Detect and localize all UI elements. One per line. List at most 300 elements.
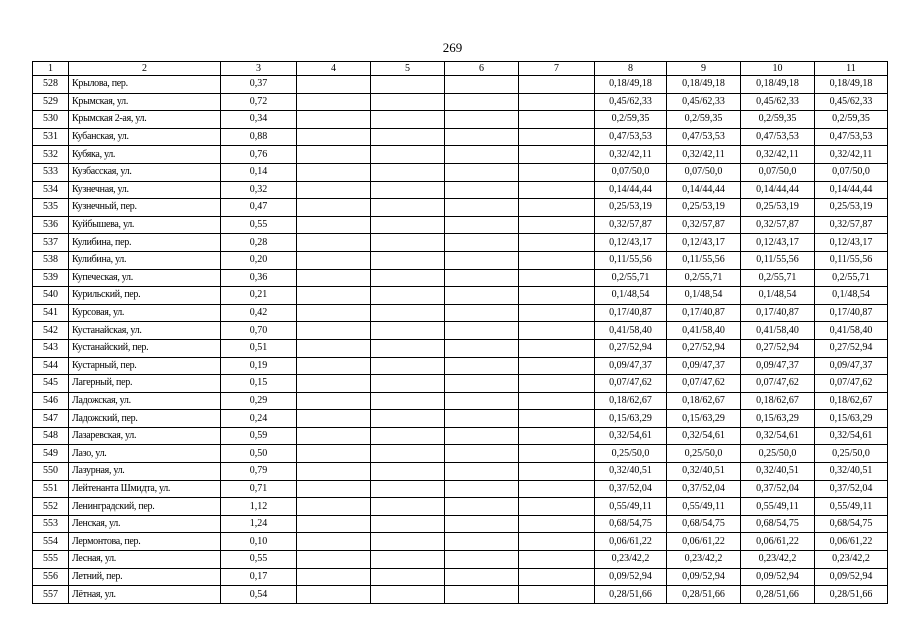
value-cell: 0,09/47,37 [815,357,888,375]
table-row [33,163,888,181]
value-cell: 0,06/61,22 [815,533,888,551]
row-number-cell: 534 [33,181,69,199]
street-name-cell: Лазаревская, ул. [69,427,221,445]
value-cell: 0,18/49,18 [667,76,741,94]
table-row [33,111,888,129]
value-cell [445,586,519,604]
value-cell: 0,07/50,0 [815,163,888,181]
value-cell [371,533,445,551]
value-cell: 0,45/62,33 [741,93,815,111]
value-cell [445,551,519,569]
value-cell [445,269,519,287]
value-cell [519,111,595,129]
table-row [33,251,888,269]
value-cell [371,251,445,269]
table-row [33,146,888,164]
row-number-cell: 536 [33,216,69,234]
value-cell [297,568,371,586]
street-name-cell: Куйбышева, ул. [69,216,221,234]
value-cell [445,304,519,322]
table-row [33,181,888,199]
value-cell: 0,32 [221,181,297,199]
value-cell [297,463,371,481]
value-cell [519,93,595,111]
value-cell: 0,2/55,71 [667,269,741,287]
value-cell: 0,47 [221,199,297,217]
value-cell [445,480,519,498]
value-cell: 0,15/63,29 [595,410,667,428]
value-cell: 0,18/62,67 [667,392,741,410]
street-name-cell: Крымская, ул. [69,93,221,111]
street-name-cell: Кустанайский, пер. [69,339,221,357]
value-cell: 0,09/52,94 [595,568,667,586]
value-cell: 0,76 [221,146,297,164]
value-cell [297,269,371,287]
value-cell: 0,09/52,94 [741,568,815,586]
street-name-cell: Лазо, ул. [69,445,221,463]
value-cell: 0,37/52,04 [667,480,741,498]
column-header: 4 [297,62,371,76]
value-cell: 0,18/62,67 [595,392,667,410]
value-cell [297,339,371,357]
value-cell [371,76,445,94]
value-cell: 0,29 [221,392,297,410]
value-cell: 0,55 [221,216,297,234]
row-number-cell: 544 [33,357,69,375]
value-cell: 0,45/62,33 [667,93,741,111]
value-cell [371,111,445,129]
value-cell [371,322,445,340]
table-row [33,410,888,428]
column-header: 3 [221,62,297,76]
value-cell [297,216,371,234]
column-header: 6 [445,62,519,76]
value-cell: 0,32/42,11 [667,146,741,164]
value-cell: 0,68/54,75 [667,515,741,533]
value-cell: 0,2/59,35 [741,111,815,129]
value-cell [371,339,445,357]
row-number-cell: 547 [33,410,69,428]
value-cell: 0,32/57,87 [741,216,815,234]
value-cell [445,251,519,269]
value-cell: 0,32/40,51 [595,463,667,481]
value-cell: 0,28/51,66 [667,586,741,604]
value-cell [297,287,371,305]
value-cell [297,427,371,445]
value-cell: 0,17 [221,568,297,586]
value-cell [445,287,519,305]
value-cell: 0,27/52,94 [741,339,815,357]
street-name-cell: Ленинградский, пер. [69,498,221,516]
table-row [33,533,888,551]
value-cell: 0,25/50,0 [595,445,667,463]
value-cell [519,427,595,445]
value-cell: 0,09/47,37 [595,357,667,375]
value-cell: 0,68/54,75 [595,515,667,533]
value-cell: 0,27/52,94 [667,339,741,357]
value-cell [297,163,371,181]
value-cell [297,146,371,164]
value-cell [371,551,445,569]
value-cell: 0,34 [221,111,297,129]
value-cell: 0,20 [221,251,297,269]
value-cell: 0,37/52,04 [741,480,815,498]
value-cell: 0,42 [221,304,297,322]
row-number-cell: 532 [33,146,69,164]
street-name-cell: Кузбасская, ул. [69,163,221,181]
value-cell [519,392,595,410]
value-cell [371,93,445,111]
value-cell: 0,55/49,11 [595,498,667,516]
street-name-cell: Кустарный, пер. [69,357,221,375]
street-name-cell: Ленская, ул. [69,515,221,533]
value-cell [371,287,445,305]
value-cell: 0,32/42,11 [595,146,667,164]
value-cell: 0,24 [221,410,297,428]
table-row [33,199,888,217]
value-cell [519,146,595,164]
row-number-cell: 543 [33,339,69,357]
value-cell: 0,71 [221,480,297,498]
table-row [33,480,888,498]
value-cell: 0,51 [221,339,297,357]
value-cell [519,339,595,357]
value-cell [297,128,371,146]
value-cell [445,111,519,129]
value-cell: 0,12/43,17 [667,234,741,252]
row-number-cell: 549 [33,445,69,463]
value-cell: 0,09/52,94 [667,568,741,586]
value-cell: 0,36 [221,269,297,287]
column-header: 2 [69,62,221,76]
value-cell [371,498,445,516]
table-row [33,216,888,234]
value-cell [519,181,595,199]
value-cell [371,515,445,533]
column-header: 5 [371,62,445,76]
value-cell: 0,07/47,62 [667,375,741,393]
value-cell: 0,09/47,37 [667,357,741,375]
value-cell [371,392,445,410]
street-name-cell: Лермонтова, пер. [69,533,221,551]
value-cell [297,111,371,129]
value-cell: 0,25/50,0 [815,445,888,463]
value-cell: 0,70 [221,322,297,340]
value-cell [445,357,519,375]
street-name-cell: Кубанская, ул. [69,128,221,146]
value-cell [371,128,445,146]
value-cell [519,586,595,604]
value-cell: 0,41/58,40 [815,322,888,340]
value-cell: 0,50 [221,445,297,463]
value-cell: 0,09/52,94 [815,568,888,586]
value-cell [297,410,371,428]
value-cell: 0,18/49,18 [815,76,888,94]
value-cell: 0,18/49,18 [741,76,815,94]
value-cell: 0,55/49,11 [667,498,741,516]
value-cell [371,163,445,181]
value-cell: 0,14/44,44 [741,181,815,199]
street-name-cell: Кулибина, ул. [69,251,221,269]
value-cell [371,427,445,445]
value-cell: 0,32/54,61 [815,427,888,445]
table-row [33,234,888,252]
value-cell: 1,24 [221,515,297,533]
street-name-cell: Купеческая, ул. [69,269,221,287]
row-number-cell: 533 [33,163,69,181]
value-cell: 0,47/53,53 [741,128,815,146]
value-cell: 0,23/42,2 [741,551,815,569]
value-cell [519,463,595,481]
value-cell: 0,54 [221,586,297,604]
row-number-cell: 530 [33,111,69,129]
row-number-cell: 529 [33,93,69,111]
value-cell: 0,47/53,53 [815,128,888,146]
value-cell [445,445,519,463]
value-cell [519,551,595,569]
value-cell [371,410,445,428]
street-name-cell: Курсовая, ул. [69,304,221,322]
value-cell: 0,55 [221,551,297,569]
value-cell [297,357,371,375]
value-cell: 0,15/63,29 [741,410,815,428]
value-cell: 0,1/48,54 [595,287,667,305]
value-cell: 0,14 [221,163,297,181]
value-cell: 0,32/40,51 [815,463,888,481]
row-number-cell: 541 [33,304,69,322]
value-cell [445,410,519,428]
row-number-cell: 540 [33,287,69,305]
value-cell: 0,18/49,18 [595,76,667,94]
value-cell: 1,12 [221,498,297,516]
table-row [33,551,888,569]
value-cell: 0,2/59,35 [667,111,741,129]
value-cell: 0,55/49,11 [741,498,815,516]
value-cell: 0,23/42,2 [815,551,888,569]
row-number-cell: 548 [33,427,69,445]
value-cell: 0,47/53,53 [667,128,741,146]
table-row [33,586,888,604]
row-number-cell: 557 [33,586,69,604]
value-cell: 0,25/50,0 [667,445,741,463]
value-cell: 0,37 [221,76,297,94]
value-cell: 0,23/42,2 [595,551,667,569]
value-cell [519,163,595,181]
value-cell: 0,32/57,87 [667,216,741,234]
value-cell [297,498,371,516]
value-cell: 0,28/51,66 [741,586,815,604]
value-cell [297,199,371,217]
value-cell [445,146,519,164]
value-cell: 0,32/40,51 [667,463,741,481]
street-name-cell: Кузнечная, ул. [69,181,221,199]
value-cell: 0,32/42,11 [741,146,815,164]
street-name-cell: Крымская 2-ая, ул. [69,111,221,129]
value-cell [371,586,445,604]
value-cell: 0,14/44,44 [815,181,888,199]
value-cell: 0,72 [221,93,297,111]
value-cell [371,568,445,586]
row-number-cell: 551 [33,480,69,498]
value-cell: 0,32/42,11 [815,146,888,164]
value-cell [297,181,371,199]
value-cell [445,93,519,111]
value-cell: 0,06/61,22 [667,533,741,551]
street-name-cell: Ладожская, ул. [69,392,221,410]
value-cell: 0,28 [221,234,297,252]
table-row [33,357,888,375]
table-row [33,304,888,322]
value-cell: 0,07/47,62 [595,375,667,393]
value-cell [371,181,445,199]
row-number-cell: 554 [33,533,69,551]
value-cell: 0,32/57,87 [595,216,667,234]
value-cell: 0,23/42,2 [667,551,741,569]
value-cell: 0,37/52,04 [815,480,888,498]
street-name-cell: Лётная, ул. [69,586,221,604]
table-row [33,375,888,393]
value-cell: 0,27/52,94 [595,339,667,357]
value-cell: 0,32/54,61 [595,427,667,445]
value-cell: 0,07/47,62 [815,375,888,393]
value-cell: 0,41/58,40 [595,322,667,340]
value-cell: 0,19 [221,357,297,375]
value-cell [519,128,595,146]
row-number-cell: 550 [33,463,69,481]
value-cell [519,234,595,252]
table-row [33,392,888,410]
street-name-cell: Крылова, пер. [69,76,221,94]
value-cell: 0,07/50,0 [741,163,815,181]
value-cell: 0,45/62,33 [815,93,888,111]
value-cell [445,375,519,393]
value-cell: 0,18/62,67 [741,392,815,410]
value-cell [371,216,445,234]
street-name-cell: Ладожский, пер. [69,410,221,428]
header-row [33,62,888,76]
value-cell: 0,25/53,19 [815,199,888,217]
value-cell: 0,25/53,19 [667,199,741,217]
value-cell [371,234,445,252]
value-cell [519,445,595,463]
value-cell: 0,32/40,51 [741,463,815,481]
value-cell [371,269,445,287]
value-cell [519,375,595,393]
value-cell: 0,68/54,75 [815,515,888,533]
street-name-cell: Лейтенанта Шмидта, ул. [69,480,221,498]
row-number-cell: 531 [33,128,69,146]
street-name-cell: Кузнечный, пер. [69,199,221,217]
value-cell: 0,12/43,17 [741,234,815,252]
value-cell [445,199,519,217]
value-cell [445,533,519,551]
row-number-cell: 537 [33,234,69,252]
value-cell [519,251,595,269]
table-row [33,287,888,305]
row-number-cell: 528 [33,76,69,94]
value-cell [297,392,371,410]
value-cell [519,199,595,217]
table-row [33,445,888,463]
value-cell [297,76,371,94]
value-cell: 0,06/61,22 [595,533,667,551]
value-cell: 0,11/55,56 [815,251,888,269]
value-cell: 0,59 [221,427,297,445]
value-cell: 0,47/53,53 [595,128,667,146]
value-cell [445,463,519,481]
street-name-cell: Кубяка, ул. [69,146,221,164]
street-name-cell: Лесная, ул. [69,551,221,569]
value-cell [519,410,595,428]
page-number: 269 [442,40,463,55]
value-cell: 0,11/55,56 [595,251,667,269]
table-row [33,339,888,357]
value-cell [297,533,371,551]
street-name-cell: Кулибина, пер. [69,234,221,252]
row-number-cell: 542 [33,322,69,340]
value-cell: 0,2/55,71 [815,269,888,287]
value-cell: 0,32/54,61 [741,427,815,445]
value-cell [297,304,371,322]
row-number-cell: 538 [33,251,69,269]
value-cell [445,128,519,146]
value-cell: 0,45/62,33 [595,93,667,111]
value-cell [445,427,519,445]
value-cell: 0,28/51,66 [595,586,667,604]
value-cell [445,181,519,199]
value-cell [297,445,371,463]
value-cell: 0,17/40,87 [667,304,741,322]
column-header: 1 [33,62,69,76]
value-cell [371,445,445,463]
value-cell: 0,15 [221,375,297,393]
table-row [33,427,888,445]
row-number-cell: 535 [33,199,69,217]
value-cell: 0,2/59,35 [815,111,888,129]
value-cell: 0,2/59,35 [595,111,667,129]
value-cell [297,234,371,252]
value-cell: 0,28/51,66 [815,586,888,604]
value-cell [519,515,595,533]
table-row [33,498,888,516]
value-cell [371,199,445,217]
value-cell [445,515,519,533]
street-name-cell: Летний, пер. [69,568,221,586]
row-number-cell: 545 [33,375,69,393]
value-cell [519,533,595,551]
value-cell [519,216,595,234]
value-cell: 0,41/58,40 [741,322,815,340]
value-cell [519,480,595,498]
column-header: 7 [519,62,595,76]
row-number-cell: 552 [33,498,69,516]
row-number-cell: 539 [33,269,69,287]
value-cell [371,480,445,498]
value-cell: 0,07/47,62 [741,375,815,393]
value-cell [297,586,371,604]
table-row [33,322,888,340]
value-cell: 0,06/61,22 [741,533,815,551]
value-cell [297,375,371,393]
table-body [33,76,888,604]
value-cell [519,76,595,94]
table-row [33,128,888,146]
column-header: 8 [595,62,667,76]
value-cell [445,568,519,586]
value-cell [297,551,371,569]
value-cell: 0,32/57,87 [815,216,888,234]
value-cell: 0,25/53,19 [741,199,815,217]
